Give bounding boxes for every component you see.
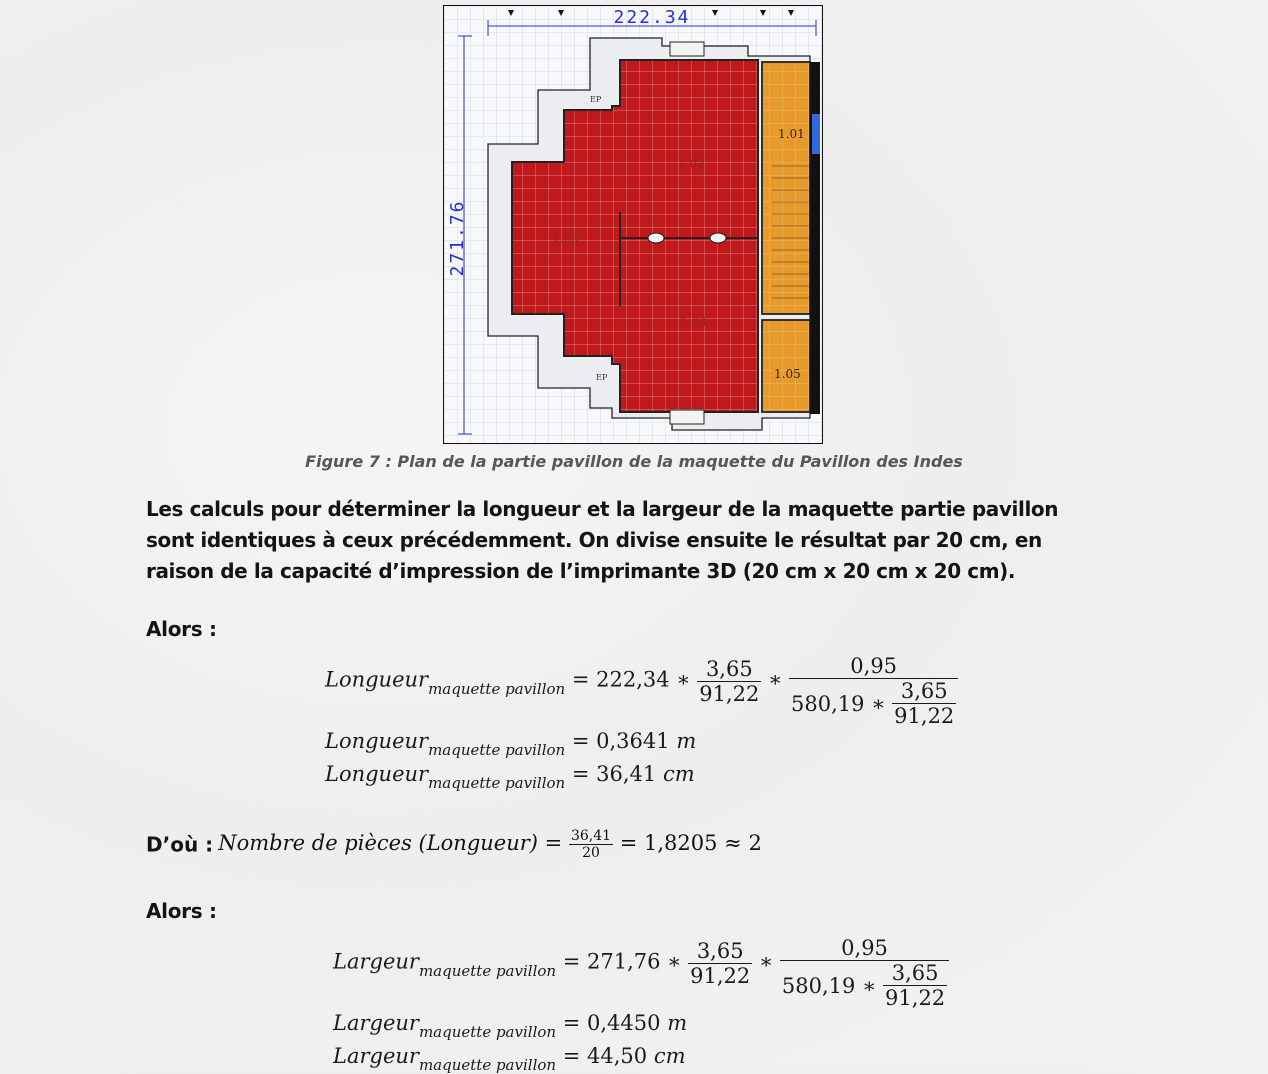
- variable-name: Longueur: [325, 667, 429, 692]
- section2-label: Alors :: [146, 899, 217, 923]
- side-room-1-01: [762, 62, 810, 314]
- floor-plan-figure: [443, 5, 823, 444]
- fraction: 0,95 580,19 ∗ $\frac{3,65}{91,22}$: [780, 936, 949, 1010]
- side-room-1-05: [762, 320, 810, 412]
- small-label: EP: [590, 95, 602, 104]
- times-operator: ∗: [768, 667, 783, 692]
- dou-label: D’où :: [146, 832, 214, 857]
- room-label: 1.03: [552, 231, 579, 245]
- figure-caption: Figure 7 : Plan de la partie pavillon de la maquette du Pavillon des Indes: [305, 452, 963, 471]
- width-equation-2: Largeur$_{maquette pavillon}$ = 0,4450 m: [333, 1011, 688, 1041]
- variable-subscript: maquette pavillon: [428, 679, 566, 698]
- fraction: $\frac{3,65}{91,22}$: [699, 656, 760, 706]
- fraction: $\frac{3,65}{91,22}$: [690, 938, 751, 988]
- room-label: 1.05: [774, 367, 801, 381]
- length-equation-1: [325, 644, 958, 728]
- room-label: 1.04: [680, 315, 707, 329]
- length-equation-2: Longueur$_{maquette pavillon}$ = 0,3641 m: [325, 729, 697, 759]
- room-label: 1.01: [778, 127, 805, 141]
- length-equation-3: Longueur$_{maquette pavillon}$ = 36,41 cm: [325, 762, 695, 792]
- width-equation-3: Largeur$_{maquette pavillon}$ = 44,50 cm: [333, 1044, 686, 1074]
- dimension-width-label: 222.34: [613, 7, 691, 28]
- dimension-height-label: 271.76: [447, 199, 468, 277]
- section1-label: Alors :: [146, 617, 217, 641]
- equation-value: = 222,34 ∗: [571, 667, 691, 692]
- times-operator: ∗: [758, 949, 774, 974]
- paragraph-line: sont identiques à ceux précédemment. On divise ensuite le résultat par 20 cm, en: [146, 528, 1042, 552]
- small-label: EP: [596, 373, 608, 382]
- floor-plan-drawing: [444, 6, 822, 443]
- paragraph-line: raison de la capacité d’impression de l’imprimante 3D (20 cm x 20 cm x 20 cm).: [146, 559, 1016, 583]
- variable-subscript: maquette pavillon: [418, 961, 557, 980]
- fraction: 0,95 580,19 ∗ $\frac{3,65}{91,22}$: [789, 654, 958, 728]
- pieces-text: Nombre de pièces (Longueur): [218, 831, 538, 855]
- paragraph-line: Les calculs pour déterminer la longueur et la largeur de la maquette partie pavillon: [146, 497, 1059, 521]
- variable-name: Largeur: [333, 949, 419, 974]
- equation-value: = 271,76 ∗: [562, 949, 682, 974]
- explanation-paragraph: [146, 494, 1146, 587]
- room-label: 1.02: [678, 157, 705, 171]
- width-equation-1: [333, 926, 949, 1010]
- pieces-equation: D’où : Nombre de pièces (Longueur) = $\frac{36,41}{20}$ = 1,8205 ≈ 2: [146, 828, 762, 861]
- pieces-result: = 1,8205 ≈ 2: [619, 831, 762, 855]
